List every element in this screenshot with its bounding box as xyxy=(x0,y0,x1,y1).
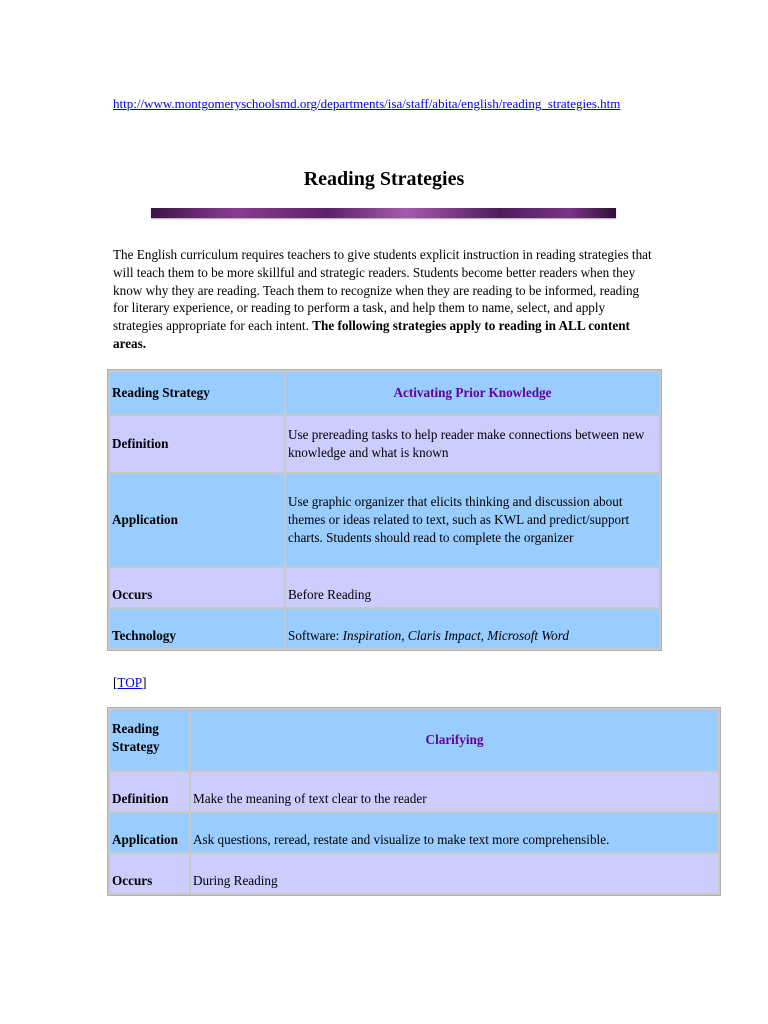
row-value: During Reading xyxy=(191,854,718,893)
table-row xyxy=(110,568,659,607)
table-row xyxy=(110,372,659,414)
technology-software-list: Inspiration, Claris Impact, Microsoft Word xyxy=(342,628,569,644)
strategy-name: Clarifying xyxy=(191,710,718,770)
row-label: Definition xyxy=(110,772,189,811)
table-row xyxy=(110,474,659,566)
technology-prefix: Software: xyxy=(288,628,343,644)
row-value: Use prereading tasks to help reader make connections between new knowledge and what is known xyxy=(286,416,659,472)
table-row xyxy=(110,854,718,893)
reading-strategy-label: Reading Strategy xyxy=(110,372,284,414)
intro-paragraph xyxy=(113,246,653,353)
row-label: Occurs xyxy=(110,568,284,607)
row-value xyxy=(286,609,659,648)
reading-strategy-label: Reading Strategy xyxy=(110,710,189,770)
row-label: Occurs xyxy=(110,854,189,893)
source-url-link[interactable]: http://www.montgomeryschoolsmd.org/departments/isa/staff/abita/english/reading_strategies.htm xyxy=(113,96,621,111)
table-row xyxy=(110,813,718,852)
table-row xyxy=(110,772,718,811)
row-label: Definition xyxy=(110,416,284,472)
row-label: Application xyxy=(110,474,284,566)
row-value: Make the meaning of text clear to the reader xyxy=(191,772,718,811)
page-title: Reading Strategies xyxy=(303,168,465,190)
bracket-close: ] xyxy=(142,675,147,690)
row-label: Technology xyxy=(110,609,284,648)
table-row xyxy=(110,416,659,472)
table-row xyxy=(110,710,718,770)
strategy-name: Activating Prior Knowledge xyxy=(286,372,659,414)
intro-text: The English curriculum requires teachers to give students explicit instruction in reading strategies that will teach them to be more skillful and strategic readers. Students become better readers when they know why they are reading. Teach them to recognize when they are reading to be informed, reading for literary experience, or reading to perform a task, and help them to name, select, and apply strategies appropriate for each intent. xyxy=(113,247,652,334)
row-value: Ask questions, reread, restate and visualize to make text more comprehensible. xyxy=(191,813,718,852)
row-value: Before Reading xyxy=(286,568,659,607)
decorative-divider-bar xyxy=(151,208,616,218)
top-link-wrapper xyxy=(113,674,147,691)
strategy-table-clarifying xyxy=(107,707,721,896)
bracket-open: [ xyxy=(113,675,118,690)
intro-bold-text: The following strategies apply to reading in ALL content areas. xyxy=(113,318,630,351)
row-label: Application xyxy=(110,813,189,852)
row-value: Use graphic organizer that elicits thinking and discussion about themes or ideas related to text, such as KWL and predict/support charts. Students should read to complete the organizer xyxy=(286,474,659,566)
top-link[interactable]: TOP xyxy=(117,675,143,690)
table-row xyxy=(110,609,659,648)
strategy-table-activating-prior-knowledge xyxy=(107,369,662,651)
